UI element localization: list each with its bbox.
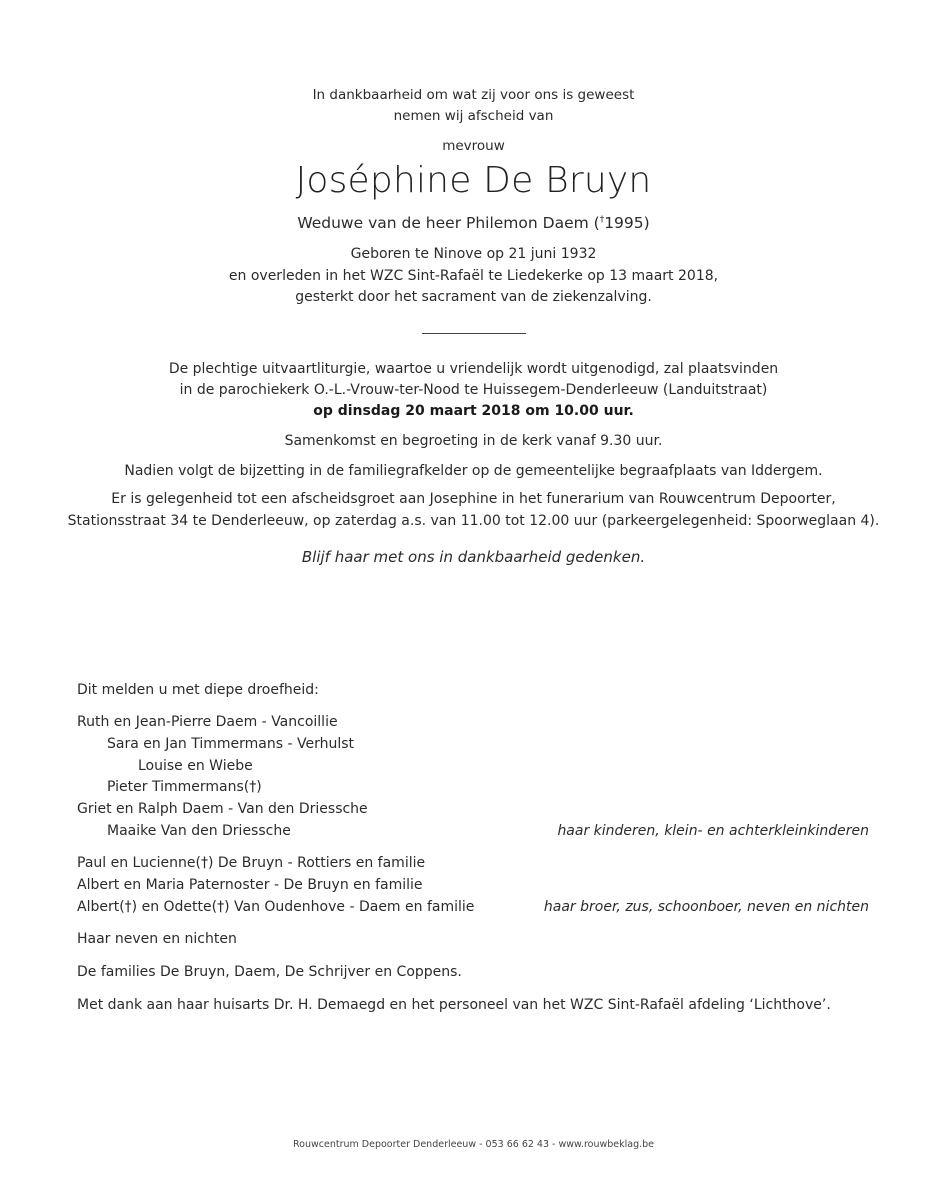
families-line: De families De Bruyn, Daem, De Schrijver en Coppens. bbox=[77, 964, 462, 980]
widow-line bbox=[0, 214, 947, 232]
funeral-datetime: op dinsdag 20 maart 2018 om 10.00 uur. bbox=[313, 403, 634, 419]
siblings-caption: haar broer, zus, schoonboer, neven en nichten bbox=[543, 899, 869, 915]
sacrament-line: gesterkt door het sacrament van de ziekenzalving. bbox=[295, 289, 652, 305]
funeral-line-1: De plechtige uitvaartliturgie, waartoe u vriendelijk wordt uitgenodigd, zal plaatsvinden bbox=[168, 361, 779, 377]
funeral-line-2: in de parochiekerk O.-L.-Vrouw-ter-Nood te Huissegem-Denderleeuw (Landuitstraat) bbox=[179, 382, 768, 398]
farewell-line-1: Er is gelegenheid tot een afscheidsgroet aan Josephine in het funerarium van Rouwcentrum Depoorter, bbox=[111, 491, 836, 507]
deceased-name: Joséphine De Bruyn bbox=[295, 160, 652, 201]
footer: Rouwcentrum Depoorter Denderleeuw - 053 66 62 43 - www.rouwbeklag.be bbox=[293, 1139, 654, 1150]
born-line: Geboren te Ninove op 21 juni 1932 bbox=[350, 246, 597, 262]
widow-text: Weduwe van de heer Philemon Daem ( bbox=[297, 214, 600, 232]
family-grandchild-3: Maaike Van den Driessche bbox=[107, 823, 291, 839]
gathering-line: Samenkomst en begroeting in de kerk vanaf 9.30 uur. bbox=[284, 433, 663, 449]
died-line: en overleden in het WZC Sint-Rafaël te Liedekerke op 13 maart 2018, bbox=[228, 268, 719, 284]
thanks-line: Met dank aan haar huisarts Dr. H. Demaegd en het personeel van het WZC Sint-Rafaël afdeling ‘Lichthove’. bbox=[77, 997, 831, 1013]
family-grandchild-1: Sara en Jan Timmermans - Verhulst bbox=[107, 736, 354, 752]
family-child-2: Griet en Ralph Daem - Van den Driessche bbox=[77, 801, 368, 817]
farewell-line-2: Stationsstraat 34 te Denderleeuw, op zaterdag a.s. van 11.00 tot 12.00 uur (parkeergelegenheid: Spoorweglaan 4). bbox=[67, 513, 880, 529]
family-sibling-3: Albert(†) en Odette(†) Van Oudenhove - Daem en familie bbox=[77, 899, 475, 915]
remember-line: Blijf haar met ons in dankbaarheid gedenken. bbox=[301, 548, 646, 566]
announce-line: Dit melden u met diepe droefheid: bbox=[77, 682, 319, 698]
cross-symbol: † bbox=[599, 214, 605, 225]
burial-line: Nadien volgt de bijzetting in de familiegrafkelder op de gemeentelijke begraafplaats van Iddergem. bbox=[124, 463, 823, 479]
family-sibling-2: Albert en Maria Paternoster - De Bruyn en familie bbox=[77, 877, 423, 893]
family-greatgrandchild: Louise en Wiebe bbox=[138, 758, 253, 774]
family-child-1: Ruth en Jean-Pierre Daem - Vancoillie bbox=[77, 714, 338, 730]
intro-line-2: nemen wij afscheid van bbox=[393, 108, 554, 124]
family-sibling-1: Paul en Lucienne(†) De Bruyn - Rottiers en familie bbox=[77, 855, 426, 871]
divider bbox=[422, 333, 526, 334]
cousins-line: Haar neven en nichten bbox=[77, 931, 237, 947]
family-grandchild-2: Pieter Timmermans(†) bbox=[107, 779, 262, 795]
title-mevrouw: mevrouw bbox=[442, 138, 505, 154]
widow-year: 1995) bbox=[604, 214, 650, 232]
intro-line-1: In dankbaarheid om wat zij voor ons is geweest bbox=[312, 87, 635, 103]
children-caption: haar kinderen, klein- en achterkleinkinderen bbox=[557, 823, 869, 839]
